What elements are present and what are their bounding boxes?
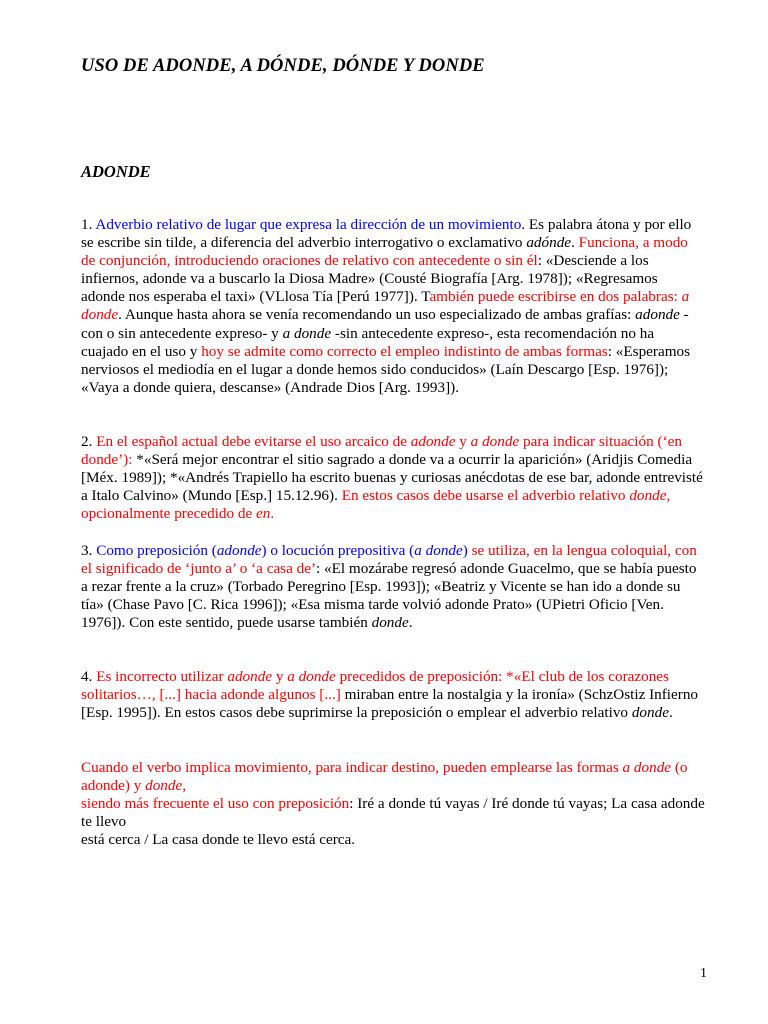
- p2-red-italic: a donde: [470, 433, 520, 450]
- p3-text: .: [408, 614, 413, 632]
- p1-red-text: hoy se admite como correcto el empleo indistinto de ambas formas: [201, 342, 608, 360]
- p5-red-text: siendo más frecuente el uso con preposición: [81, 795, 350, 813]
- p1-definition: Adverbio relativo de lugar que expresa la dirección de un movimiento: [95, 216, 522, 233]
- p4-red-italic: a donde: [287, 668, 336, 685]
- p4-red-text: *«El club de los corazones solitarios…, [...] hacia adonde algunos [...]: [81, 668, 669, 704]
- p3-red-text: se utiliza, en la lengua coloquial, con el significado de ‘junto a’ o ‘a casa de’: [81, 542, 697, 578]
- p4-italic: donde: [631, 704, 669, 722]
- document-title: USO DE ADONDE, A DÓNDE, DÓNDE Y DONDE: [81, 56, 485, 76]
- p4-red-text: precedidos de preposición:: [335, 668, 507, 685]
- p1-text: . Aunque hasta ahora se venía recomendando un uso especializado de ambas grafías:: [118, 306, 636, 324]
- p3-text: : «El mozárabe regresó adonde Guacelmo, que se había puesto a rezar frente a la cruz» (Torbado Peregrino [Esp. 1993]); «Beatriz y Vicente se han ido a donde su tía» (Chase Pavo [C. Rica 1996]); «Esa misma tarde volvió adonde Prato» (UPietri Oficio [Ven. 1976]). Con este sentido, puede usarse también: [81, 560, 697, 632]
- p3-blue-italic: adonde: [216, 542, 262, 559]
- p4-red-text: Es incorrecto utilizar: [96, 668, 228, 685]
- p1-text: .: [571, 234, 579, 252]
- p1-italic: adónde: [526, 234, 572, 252]
- p1-red-text: Funciona, a modo de conjunción, introduciendo oraciones de relativo con antecedente o sin él: [81, 234, 688, 270]
- p5-text: está cerca / La casa donde te llevo está cerca.: [81, 831, 356, 849]
- p5-red-italic: donde,: [145, 777, 187, 795]
- p2-red-text: , opcionalmente precedido de: [81, 487, 671, 523]
- p2-red-italic: donde: [629, 487, 667, 505]
- p4-number: 4.: [81, 668, 97, 685]
- paragraph-5: [81, 759, 705, 849]
- p1-text: : «Desciende a los infiernos, adonde va a buscarlo la Diosa Madre» (Cousté Biografía [Arg. 1978]); «Regresamos adonde nos esperaba el taxi» (VLlosa Tía [Perú 1977]). T: [81, 252, 658, 306]
- p2-number: 2.: [81, 433, 97, 450]
- p4-red-text: y: [272, 668, 288, 685]
- p5-red-text: Cuando el verbo implica movimiento, para indicar destino, pueden emplearse las formas: [81, 759, 623, 776]
- p4-text: .: [668, 704, 673, 722]
- paragraph-2: [81, 433, 705, 523]
- p1-red-text: ambién puede escribirse en dos palabras:: [429, 288, 682, 306]
- p2-text: *«Será mejor encontrar el sitio sagrado a donde va a ocurrir la aparición» (Aridjis Comedia [Méx. 1989]); *«Andrés Trapiello ha escrito buenas y curiosas anécdotas de ese bar, adonde entrevisté a Italo Calvino» (Mundo [Esp.] 15.12.96).: [81, 451, 703, 505]
- p5-red-italic: a donde: [622, 759, 672, 776]
- p4-text: miraban entre la nostalgia y la ironía» (SchzOstiz Infierno [Esp. 1995]). En estos casos debe suprimirse la preposición o emplear el adverbio relativo: [81, 686, 699, 722]
- p4-red-italic: adonde: [227, 668, 273, 685]
- p1-italic: adonde: [635, 306, 680, 324]
- paragraph-1: [81, 216, 705, 397]
- p3-blue-text: ): [462, 542, 468, 559]
- p3-blue-text: Como preposición (: [96, 542, 217, 559]
- p5-text: : Iré a donde tú vayas / Iré donde tú vayas; La casa adonde te llevo: [81, 795, 705, 831]
- p5-red-text: (o adonde) y: [81, 759, 688, 795]
- p2-red-text: En el español actual debe evitarse el uso arcaico de: [96, 433, 411, 450]
- p2-red-text: para indicar situación (‘en donde’):: [81, 433, 682, 469]
- p2-red-italic: en: [256, 505, 271, 523]
- p1-red-italic: a donde: [81, 288, 690, 324]
- p1-number: 1.: [81, 216, 96, 233]
- p1-text: -con o sin antecedente expreso- y: [81, 306, 689, 342]
- p1-italic: a donde: [282, 324, 332, 342]
- p1-text: -sin antecedente expreso-, esta recomendación no ha cuajado en el uso y: [81, 324, 655, 360]
- p2-red-italic: adonde: [410, 433, 456, 450]
- p2-red-text: .: [270, 505, 275, 523]
- section-heading-adonde: ADONDE: [81, 162, 151, 181]
- p3-italic: donde: [371, 614, 409, 632]
- p1-text: : «Esperamos nerviosos el mediodía en el lugar a donde hemos sido conducidos» (Laín Descargo [Esp. 1976]); «Vaya a donde quiera, descanse» (Andrade Dios [Arg. 1993]).: [81, 342, 691, 396]
- paragraph-4: [81, 668, 705, 722]
- p3-blue-text: ) o locución prepositiva (: [261, 542, 415, 559]
- p3-blue-italic: a donde: [414, 542, 463, 559]
- page-number: 1: [700, 966, 707, 981]
- p2-red-text: En estos casos debe usarse el adverbio relativo: [341, 487, 630, 505]
- p2-red-text: y: [455, 433, 471, 450]
- p1-text: . Es palabra átona y por ello se escribe sin tilde, a diferencia del adverbio interrogativo o exclamativo: [81, 216, 692, 252]
- p3-number: 3.: [81, 542, 97, 559]
- paragraph-3: [81, 542, 705, 632]
